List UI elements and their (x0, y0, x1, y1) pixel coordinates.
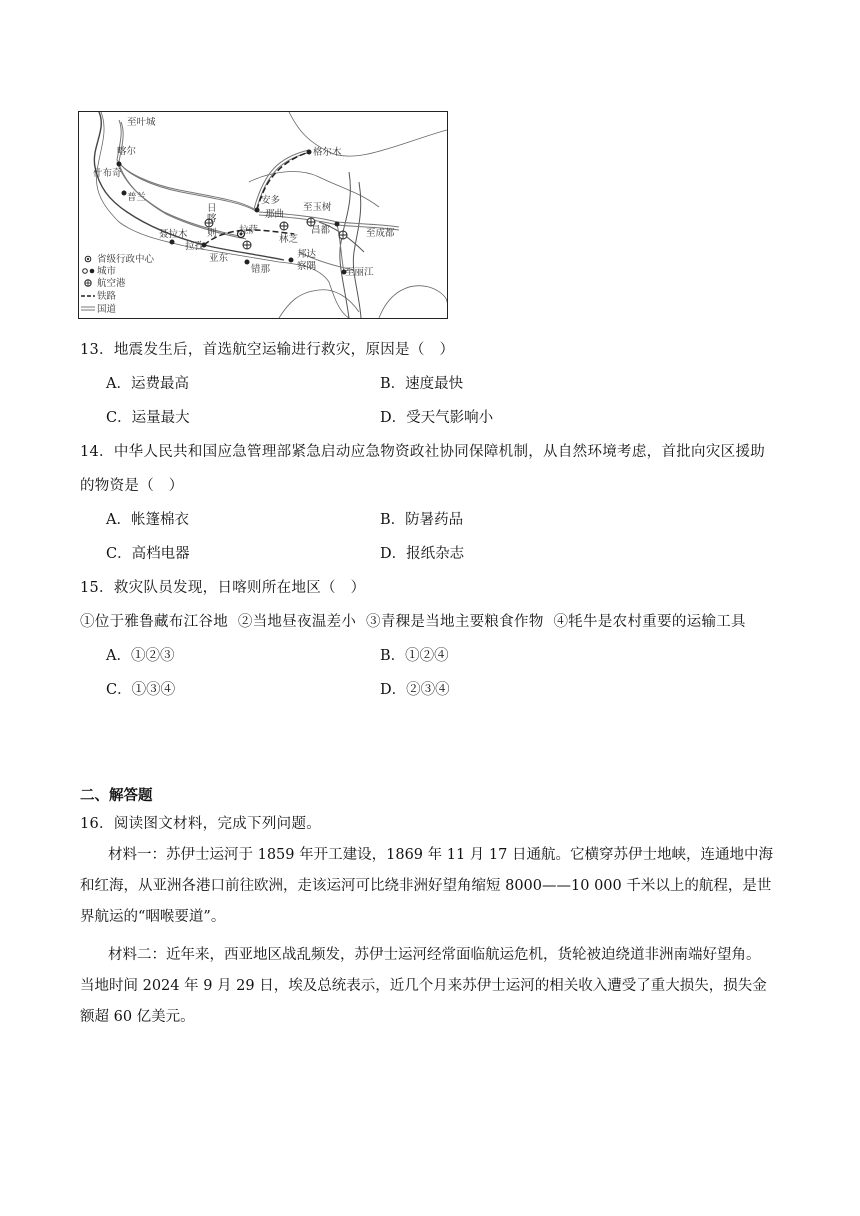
q15-option-d[interactable]: D．②③④ (380, 682, 450, 698)
label-linzhi: 林芝 (279, 234, 299, 245)
label-pulan: 普兰 (127, 192, 147, 203)
label-lasa: 拉萨 (239, 225, 259, 236)
legend-city-filled (90, 269, 95, 274)
q16-material1-line2: 和红海，从亚洲各港口前往欧洲，走该运河可比绕非洲好望角缩短 8000——10 000 千米以上的航程，是世 (80, 878, 772, 894)
legend-city: 城市 (97, 266, 117, 277)
q14-stem-line1: 14．中华人民共和国应急管理部紧急启动应急物资政社协同保障机制，从自然环境考虑，首批向灾区援助 (80, 444, 766, 460)
tibet-transport-map (78, 111, 448, 319)
label-lijiang: 至丽江 (345, 267, 374, 278)
legend-airport: 航空港 (97, 278, 126, 289)
q16-stem: 16．阅读图文材料，完成下列问题。 (80, 816, 322, 832)
q16-material1-line3: 界航运的“咽喉要道”。 (80, 909, 226, 925)
q16-material2-line1: 材料二：近年来，西亚地区战乱频发，苏伊士运河经常面临航运危机，货轮被迫绕道非洲南端好望角。 (108, 947, 761, 963)
national-highways (117, 120, 399, 272)
map-svg (79, 112, 447, 318)
label-kashgar-2: 什布奇 (93, 168, 122, 179)
legend-capital-dot (87, 258, 89, 260)
label-yecheng: 至叶城 (127, 117, 156, 128)
label-cuona: 错那 (251, 264, 271, 275)
label-lazi: 拉孜 (185, 241, 205, 252)
q16-material1-line1: 材料一：苏伊士运河于 1859 年开工建设，1869 年 11 月 17 日通航。它横穿苏伊士地峡，连通地中海 (108, 847, 773, 863)
q14-option-d[interactable]: D．报纸杂志 (380, 546, 465, 562)
q15-option-b[interactable]: B．①②④ (380, 648, 449, 664)
q14-option-b[interactable]: B．防暑药品 (380, 512, 464, 528)
q14-option-a[interactable]: A．帐篷棉衣 (106, 512, 189, 528)
label-golmud: 格尔木 (313, 147, 342, 158)
legend-railway: 铁路 (97, 291, 117, 302)
q16-material2-line2: 当地时间 2024 年 9 月 29 日，埃及总统表示，近几个月来苏伊士运河的相关收入遭受了重大损失，损失金 (80, 978, 767, 994)
q16-material2-line3: 额超 60 亿美元。 (80, 1009, 195, 1025)
label-yushu: 至玉树 (303, 202, 332, 213)
q13-option-c[interactable]: C．运量最大 (106, 410, 190, 426)
section-title: 二、解答题 (80, 788, 153, 804)
q14-stem-line2: 的物资是（ ） (80, 478, 184, 494)
q13-option-a[interactable]: A．运费最高 (106, 376, 189, 392)
q15-option-a[interactable]: A．①②③ (106, 648, 175, 664)
label-chengdu: 至成都 (366, 228, 395, 239)
label-bangda-1: 邦达 (297, 249, 317, 260)
map-legend (81, 253, 155, 315)
q15-option-c[interactable]: C．①③④ (106, 682, 176, 698)
label-anduo: 安多 (261, 195, 281, 206)
label-rikaze-2: 喀 (207, 213, 217, 224)
label-rikaze-1: 日 (207, 203, 217, 214)
label-kashgar-1: 喀尔 (117, 146, 137, 157)
label-yadong: 亚东 (209, 253, 229, 264)
label-bangda-2: 察隅 (297, 261, 317, 272)
legend-highway: 国道 (97, 304, 117, 315)
legend-city-open (83, 269, 88, 274)
q13-stem: 13．地震发生后，首选航空运输进行救灾，原因是（ ） (80, 342, 455, 358)
label-rikaze-3: 则 (207, 228, 217, 239)
label-nieladong: 聂拉木 (159, 229, 188, 240)
q14-option-c[interactable]: C．高档电器 (106, 546, 190, 562)
label-naqu: 那曲 (265, 209, 285, 220)
q15-statements: ①位于雅鲁藏布江谷地 ②当地昼夜温差小 ③青稞是当地主要粮食作物 ④牦牛是农村重要的运输工具 (80, 614, 746, 630)
label-changdu: 昌都 (311, 225, 331, 236)
q13-option-b[interactable]: B．速度最快 (380, 376, 464, 392)
q13-option-d[interactable]: D．受天气影响小 (380, 410, 494, 426)
legend-capital: 省级行政中心 (97, 254, 155, 265)
q15-stem: 15．救灾队员发现，日喀则所在地区（ ） (80, 580, 366, 596)
